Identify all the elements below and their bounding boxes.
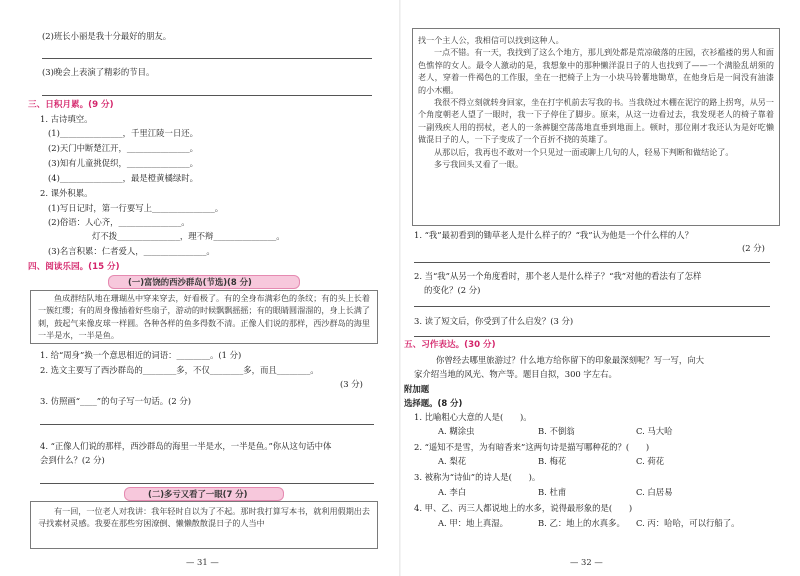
choice-q2-option-a: A. 梨花: [438, 456, 467, 466]
passage-1: [38, 292, 370, 342]
choice-q4-option-a: A. 甲：地上真湿。: [438, 518, 508, 528]
choice-q1: 1. 比喻粗心大意的人是( )。: [414, 412, 532, 422]
answer-line: [42, 58, 372, 59]
section-3-title: 三、日积月累。(9 分): [28, 100, 114, 110]
passage-paragraph: 一点不错。有一天，我找到了这么个地方，那儿到处都是荒凉破落的庄园，衣衫褴褛的男人和面色憔悴的女人。最令人激动的是，我想象中的那种懒洋混日子的人也找到了——一个满脸乱胡须的老人，穿着一件褐色的工作服，坐在一把椅子上为一小块马铃薯地锄草，在他身后是一间没有油漆的小木棚。: [418, 47, 774, 95]
reading2-q1: 1. “我”最初看到的锄草老人是什么样子的？“我”认为他是一个什么样的人？: [414, 230, 694, 240]
accumulation-3: (3)名言积累：仁者爱人，_______________。: [48, 246, 215, 256]
answer-line: [414, 306, 770, 307]
accumulation-2a: (2)俗语：人心齐，_______________。: [48, 217, 190, 227]
poem-fill-2: (2)天门中断楚江开，_______________。: [48, 143, 199, 153]
poem-fill-4: (4)_______________，最是橙黄橘绿时。: [48, 173, 199, 183]
choice-q4-option-c: C. 丙：哈哈，可以行船了。: [636, 518, 740, 528]
choice-q4-option-b: B. 乙：地上的水真多。: [538, 518, 625, 528]
essay-prompt-line1: 你曾经去哪里旅游过？什么地方给你留下的印象最深刻呢？写一写，向大: [436, 355, 704, 365]
poem-fill-1: (1)_______________，千里江陵一日还。: [48, 128, 199, 138]
page-number: — 31 —: [186, 557, 219, 567]
accumulation-1: (1)写日记时，第一行要写上_______________。: [48, 203, 224, 213]
answer-line: [42, 95, 372, 96]
reading-q2: 2. 选文主要写了西沙群岛的________多，不仅________多，而且________。: [40, 365, 319, 375]
question-2: (2)班长小丽是我十分最好的朋友。: [42, 31, 172, 41]
answer-line: [414, 336, 770, 337]
accumulation-2b: 灯不拨_______________，理不辩_______________。: [92, 231, 285, 241]
reading2-q3: 3. 读了短文后，你受到了什么启发？(3 分): [414, 316, 574, 326]
passage-2-title: (二)多亏又看了一眼(7 分): [148, 489, 248, 499]
passage-paragraph: 多亏我回头又看了一眼。: [434, 159, 524, 170]
choice-q1-option-a: A. 糊涂虫: [438, 426, 475, 436]
reading2-q2b: 的变化？(2 分): [424, 285, 481, 295]
reading2-q2a: 2. 当“我”从另一个角度看时，那个老人是什么样子？“我”对他的看法有了怎样: [414, 271, 702, 281]
choice-q4: 4. 甲、乙、丙三人都说地上的水多，说得最形象的是( ): [414, 503, 633, 513]
choice-q2-option-c: C. 荷花: [636, 456, 665, 466]
section-4-title: 四、阅读乐园。(15 分): [28, 262, 120, 272]
section-5-title: 五、习作表达。(30 分): [404, 340, 496, 350]
reading-q1: 1. 给“周身”换一个意思相近的词语：________。(1 分): [40, 350, 242, 360]
passage-1-title: (一)富饶的西沙群岛(节选)(8 分): [128, 277, 252, 287]
reading-q4a: 4. “正像人们说的那样，西沙群岛的海里一半是水，一半是鱼。”你从这句话中体: [40, 441, 332, 451]
choice-section-title: 选择题。(8 分): [404, 398, 463, 408]
poem-fill-3: (3)知有儿童挑促织，_______________。: [48, 158, 199, 168]
passage-paragraph: 我很不得立刻就转身回家，坐在打字机前去写我的书。当我绕过木棚在泥泞的路上拐弯，从另一个角度朝老人望了一眼时，我一下子停住了脚步。原来，从这一边看过去，我发现老人的椅子靠着一副残疾人用的拐杖，老人的一条裤腿空荡荡地直垂到地面上。顿时，那位刚才我还认为是好吃懒做混日子的人，一下子变成了一个百折不挠的英雄了。: [418, 97, 774, 145]
reading-q3: 3. 仿照画“____”的句子写一句话。(2 分): [40, 396, 191, 406]
extra-section-title: 附加题: [404, 384, 430, 394]
answer-line: [414, 262, 770, 263]
right-page: [400, 0, 800, 576]
choice-q1-option-b: B. 不倒翁: [538, 426, 575, 436]
choice-q3: 3. 被称为“诗仙”的诗人是( )。: [414, 472, 541, 482]
essay-prompt-line2: 家介绍当地的风光、物产等。题目自拟，300 字左右。: [414, 369, 617, 379]
poem-fill-title: 1. 古诗填空。: [40, 114, 93, 124]
question-3: (3)晚会上表演了精彩的节目。: [42, 67, 155, 77]
answer-line: [40, 424, 374, 425]
reading-q4b: 会到什么？(2 分): [40, 455, 105, 465]
choice-q1-option-c: C. 马大哈: [636, 426, 673, 436]
passage-paragraph: 找一个主人公，我相信可以找到这种人。: [418, 35, 564, 45]
choice-q3-option-b: B. 杜甫: [538, 487, 567, 497]
choice-q3-option-c: C. 白居易: [636, 487, 673, 497]
answer-line: [40, 483, 374, 484]
passage-2-continued: [418, 34, 774, 170]
passage-2: [38, 505, 370, 530]
choice-q3-option-a: A. 李白: [438, 487, 467, 497]
passage-2-text: 有一回，一位老人对我讲：我年轻时自以为了不起。那时我打算写本书，就利用假期出去寻找素材灵感。我要在那些穷困潦倒、懒懒散散混日子的人当中: [38, 506, 370, 529]
page-number: — 32 —: [570, 557, 603, 567]
reading-q2-score: (3 分): [340, 379, 363, 389]
reading2-q1-score: (2 分): [742, 243, 765, 253]
passage-paragraph: 从那以后，我再也不敢对一个只见过一面或聊上几句的人，轻易下判断和做结论了。: [434, 146, 734, 157]
choice-q2: 2. “遥知不是雪，为有暗香来”这两句诗是描写哪种花的？( ): [414, 442, 650, 452]
extra-accumulation-title: 2. 课外积累。: [40, 188, 93, 198]
passage-1-text: 鱼成群结队地在珊瑚丛中穿来穿去，好看极了。有的全身布满彩色的条纹；有的头上长着一簇红缨；有的周身像插着好些扇子，游动的时候飘飘摇摇；有的眼睛圆溜溜的，身上长满了刺，鼓起气来像皮球一样圆。各种各样的鱼多得数不清。正像人们说的那样，西沙群岛的海里一半是水，一半是鱼。: [38, 293, 370, 341]
choice-q2-option-b: B. 梅花: [538, 456, 567, 466]
